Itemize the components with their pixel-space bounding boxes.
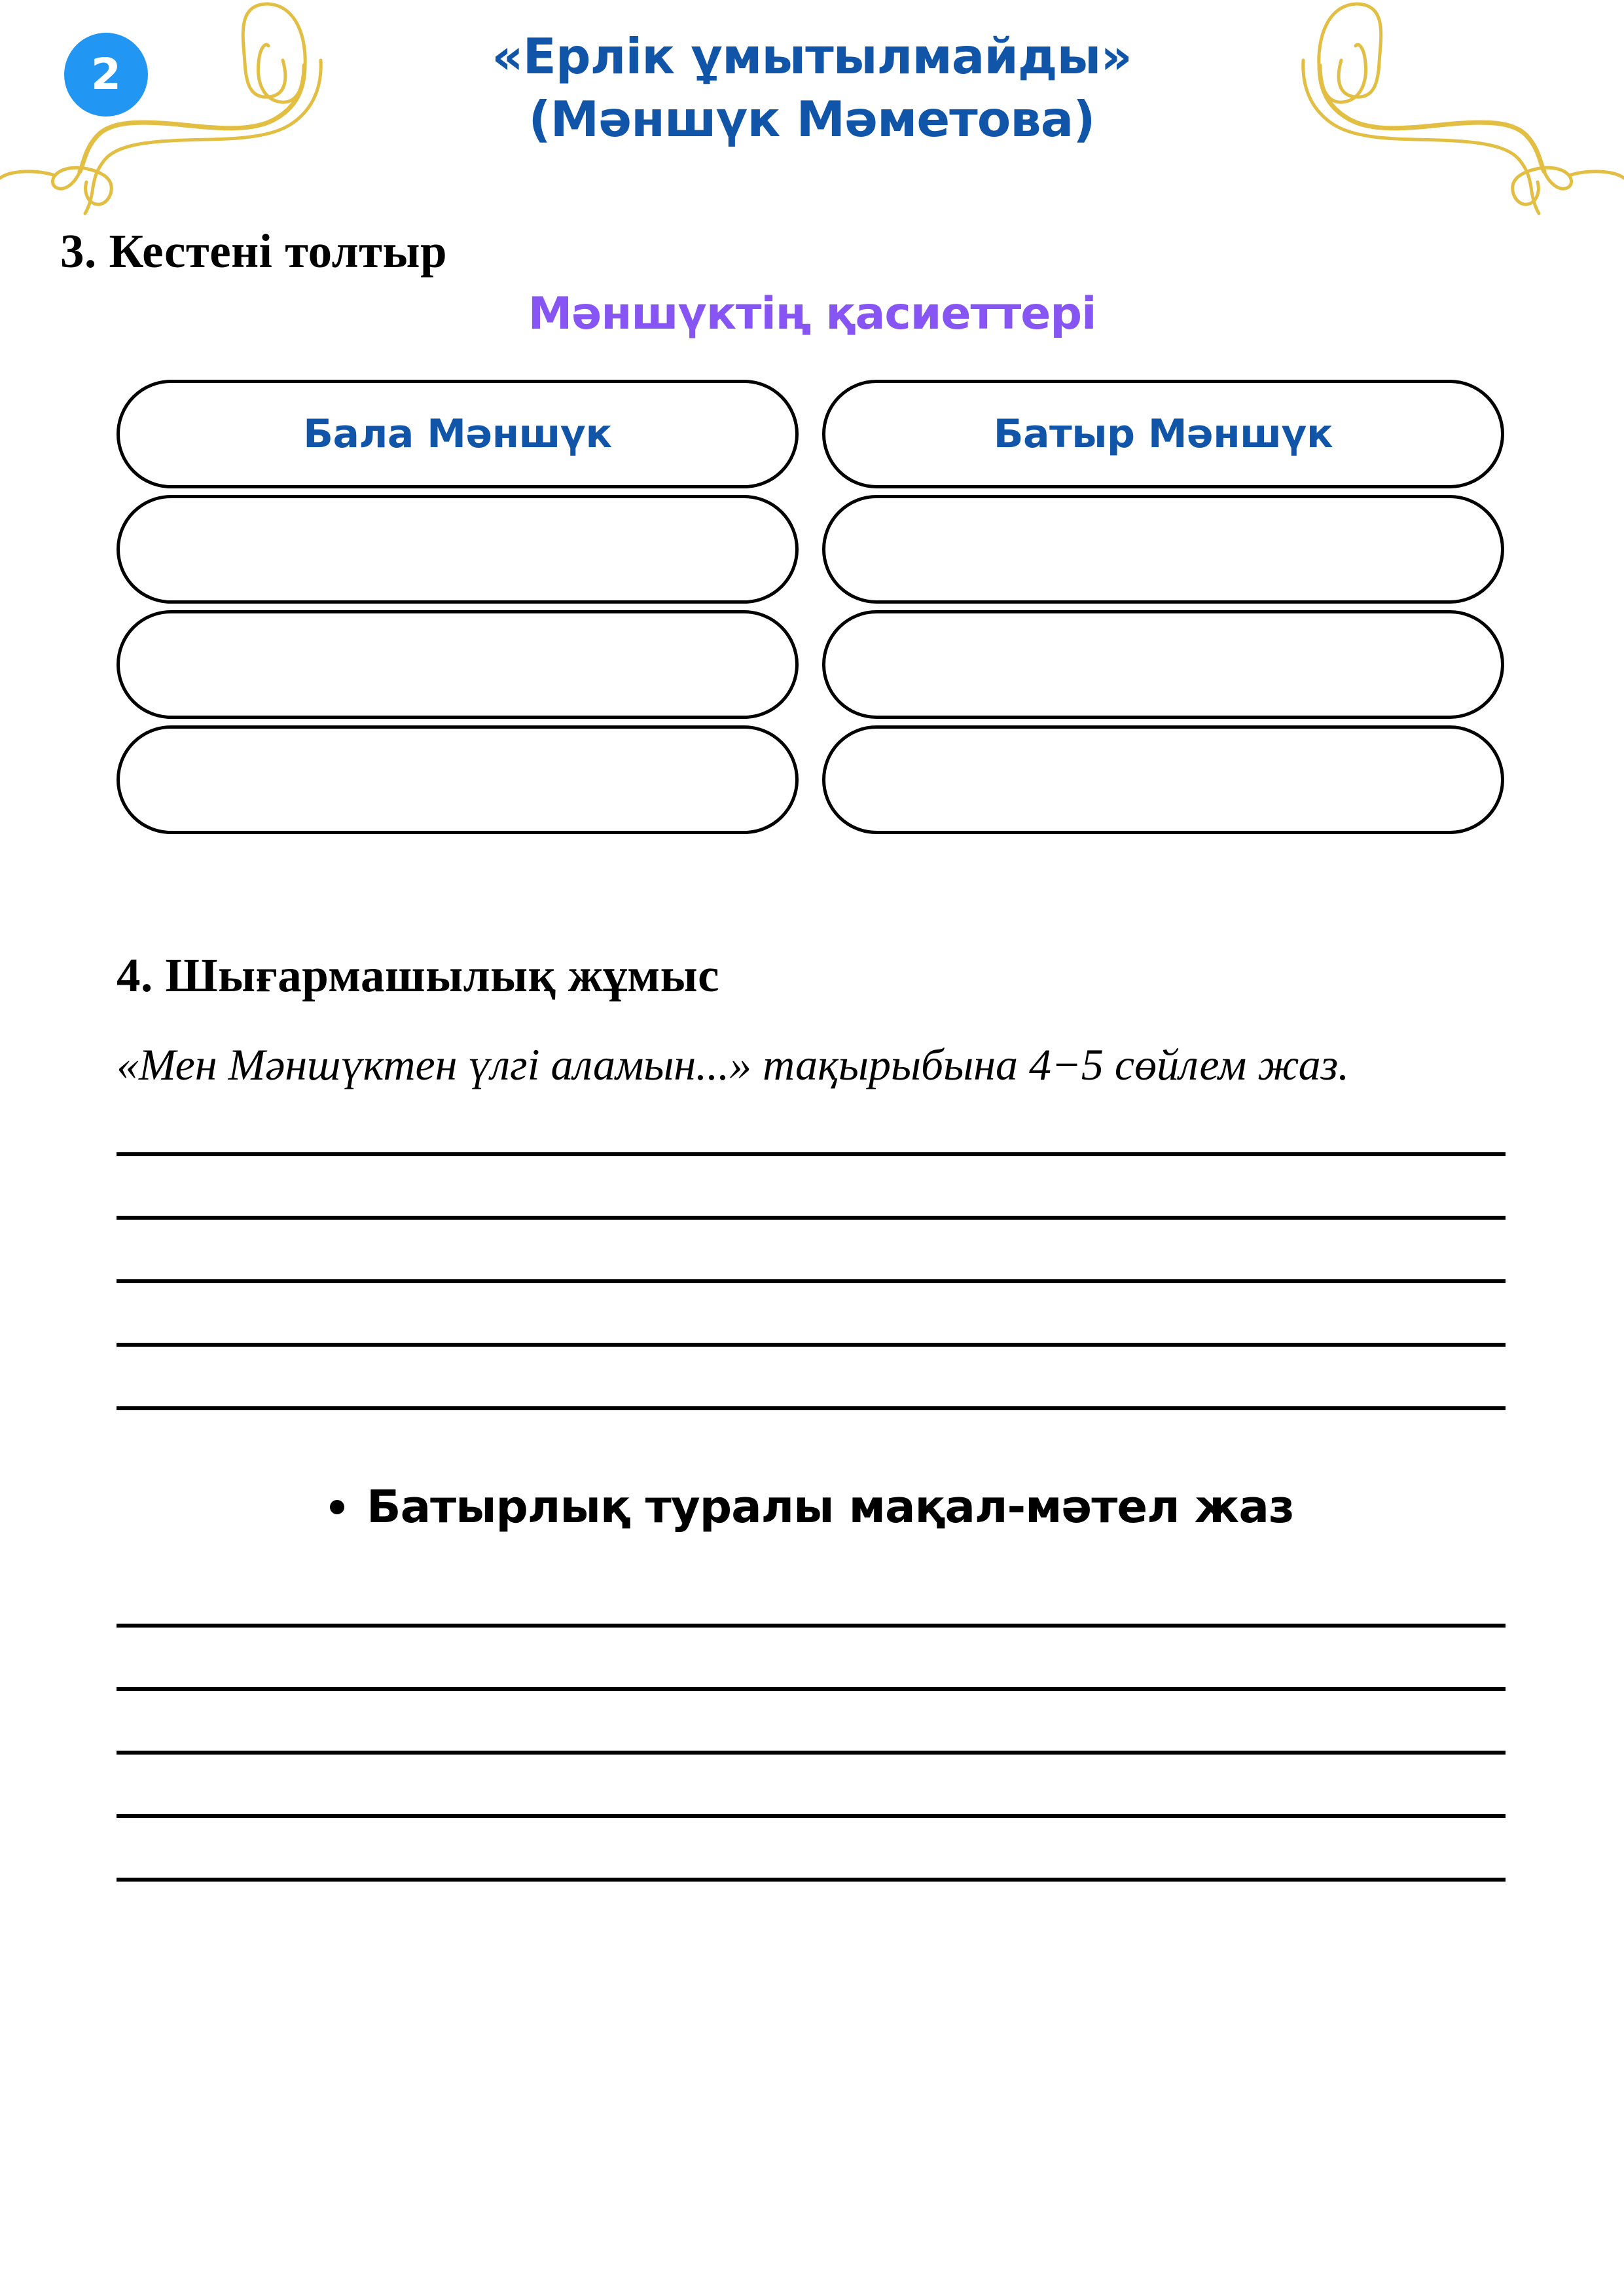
answer-line[interactable]	[117, 1878, 1506, 1882]
qualities-table	[117, 380, 1504, 834]
table-answer-cell[interactable]	[822, 495, 1504, 604]
table-header-label: Батыр Мәншүк	[993, 411, 1333, 457]
table-answer-cell[interactable]	[117, 495, 799, 604]
flourish-left-icon	[0, 0, 393, 216]
table-header-label: Бала Мәншүк	[303, 411, 612, 457]
table-answer-cell[interactable]	[822, 610, 1504, 719]
table-answer-cell[interactable]	[822, 725, 1504, 834]
page-title-line-1: «Ерлік ұмытылмайды»	[492, 27, 1132, 85]
table-header-cell	[822, 380, 1504, 488]
table-title: Мәншүктің қасиеттері	[528, 288, 1096, 340]
bullet-dot-icon	[330, 1500, 344, 1514]
answer-line[interactable]	[117, 1751, 1506, 1755]
answer-line[interactable]	[117, 1216, 1506, 1220]
answer-line[interactable]	[117, 1687, 1506, 1691]
page-number-badge	[64, 33, 148, 117]
table-header-cell	[117, 380, 799, 488]
task-4-heading: 4. Шығармашылық жұмыс	[117, 949, 719, 1002]
flourish-right-icon	[1231, 0, 1624, 216]
answer-lines-subtask	[117, 1624, 1506, 1882]
table-answer-cell[interactable]	[117, 725, 799, 834]
answer-line[interactable]	[117, 1624, 1506, 1628]
table-column-right	[822, 380, 1504, 834]
table-answer-cell[interactable]	[117, 610, 799, 719]
answer-lines-task4	[117, 1152, 1506, 1410]
table-column-left	[117, 380, 799, 834]
page-title-line-2: (Мәншүк Мәметова)	[528, 90, 1095, 148]
task-4-subtask-label: Батырлық туралы мақал-мәтел жаз	[367, 1481, 1294, 1533]
task-4-subtask	[0, 1481, 1624, 1533]
answer-line[interactable]	[117, 1279, 1506, 1283]
task-3-heading: 3. Кестені толтыр	[60, 225, 448, 278]
answer-line[interactable]	[117, 1343, 1506, 1347]
answer-line[interactable]	[117, 1814, 1506, 1818]
page-number-text: 2	[91, 49, 121, 100]
page-title	[367, 25, 1257, 151]
answer-line[interactable]	[117, 1152, 1506, 1156]
answer-line[interactable]	[117, 1406, 1506, 1410]
task-4-prompt: «Мен Мәншүктен үлгі аламын...» тақырыбына 4−5 сөйлем жаз.	[117, 1040, 1350, 1089]
